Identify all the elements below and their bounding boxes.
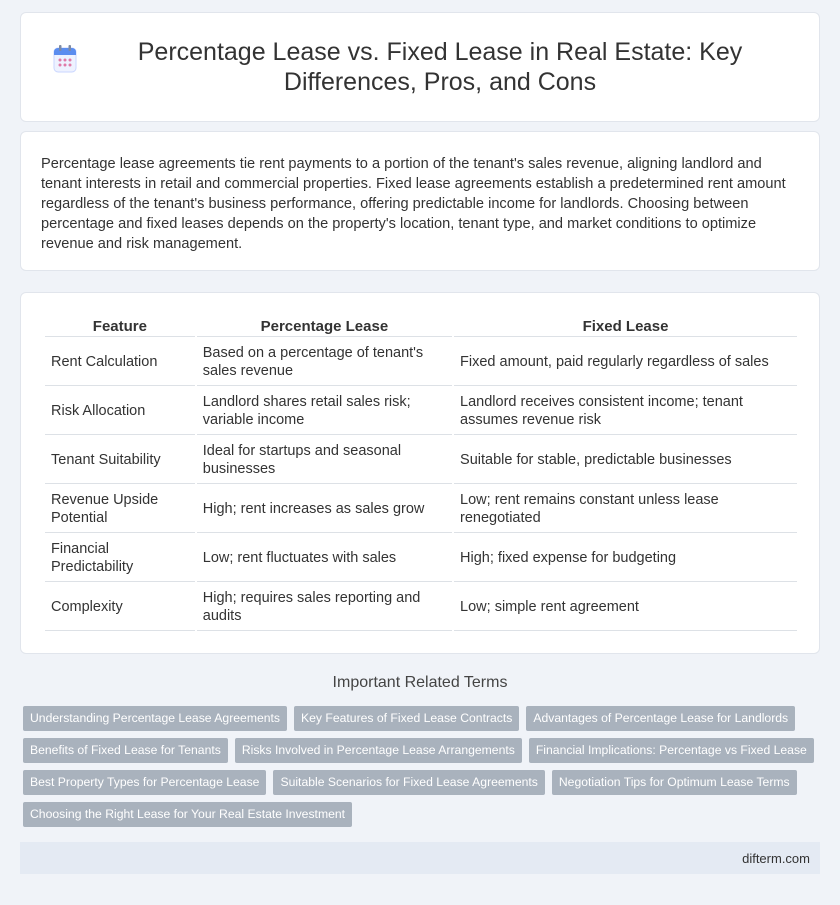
feature-cell: Financial Predictability xyxy=(45,535,195,582)
feature-cell: Rent Calculation xyxy=(45,339,195,386)
table-row xyxy=(45,388,797,435)
related-term-tag[interactable]: Understanding Percentage Lease Agreements xyxy=(23,706,287,731)
related-term-tag[interactable]: Advantages of Percentage Lease for Landlords xyxy=(526,706,795,731)
comparison-table-card xyxy=(20,292,820,654)
fixed-lease-cell: Low; rent remains constant unless lease renegotiated xyxy=(454,486,797,533)
related-term-tag[interactable]: Key Features of Fixed Lease Contracts xyxy=(294,706,519,731)
page-title: Percentage Lease vs. Fixed Lease in Real Estate: Key Differences, Pros, and Cons xyxy=(137,38,743,96)
feature-cell: Complexity xyxy=(45,584,195,631)
related-term-tag[interactable]: Benefits of Fixed Lease for Tenants xyxy=(23,738,228,763)
percentage-lease-cell: High; rent increases as sales grow xyxy=(197,486,452,533)
column-header-feature: Feature xyxy=(45,315,195,337)
comparison-table xyxy=(43,313,799,633)
table-row xyxy=(45,584,797,631)
table-row xyxy=(45,339,797,386)
percentage-lease-cell: Landlord shares retail sales risk; variable income xyxy=(197,388,452,435)
related-term-tag[interactable]: Best Property Types for Percentage Lease xyxy=(23,770,266,795)
percentage-lease-cell: High; requires sales reporting and audits xyxy=(197,584,452,631)
column-header-fixed-lease: Fixed Lease xyxy=(454,315,797,337)
percentage-lease-cell: Ideal for startups and seasonal businesses xyxy=(197,437,452,484)
table-row xyxy=(45,437,797,484)
table-row xyxy=(45,486,797,533)
related-term-tag[interactable]: Risks Involved in Percentage Lease Arrangements xyxy=(235,738,522,763)
related-term-tag[interactable]: Financial Implications: Percentage vs Fixed Lease xyxy=(529,738,814,763)
column-header-percentage-lease: Percentage Lease xyxy=(197,315,452,337)
fixed-lease-cell: Landlord receives consistent income; tenant assumes revenue risk xyxy=(454,388,797,435)
percentage-lease-cell: Based on a percentage of tenant's sales revenue xyxy=(197,339,452,386)
fixed-lease-cell: High; fixed expense for budgeting xyxy=(454,535,797,582)
fixed-lease-cell: Fixed amount, paid regularly regardless of sales xyxy=(454,339,797,386)
feature-cell: Revenue Upside Potential xyxy=(45,486,195,533)
footer xyxy=(20,842,820,874)
fixed-lease-cell: Low; simple rent agreement xyxy=(454,584,797,631)
intro-card xyxy=(20,131,820,271)
related-terms-list xyxy=(23,706,823,834)
related-term-tag[interactable]: Negotiation Tips for Optimum Lease Terms xyxy=(552,770,797,795)
related-term-tag[interactable]: Choosing the Right Lease for Your Real Estate Investment xyxy=(23,802,352,827)
feature-cell: Tenant Suitability xyxy=(45,437,195,484)
header-card xyxy=(20,12,820,122)
table-row xyxy=(45,535,797,582)
related-term-tag[interactable]: Suitable Scenarios for Fixed Lease Agreements xyxy=(273,770,544,795)
table-header-row xyxy=(45,315,797,337)
fixed-lease-cell: Suitable for stable, predictable businesses xyxy=(454,437,797,484)
footer-site-link[interactable]: difterm.com xyxy=(742,850,810,866)
intro-paragraph: Percentage lease agreements tie rent payments to a portion of the tenant's sales revenue, aligning landlord and tenant interests in retail and commercial properties. Fixed lease agreements establish a predetermined rent amount regardless of the tenant's business performance, offering predictable income for landlords. Choosing between percentage and fixed leases depends on the property's location, tenant type, and market conditions to optimize revenue and risk management. xyxy=(41,156,786,252)
percentage-lease-cell: Low; rent fluctuates with sales xyxy=(197,535,452,582)
feature-cell: Risk Allocation xyxy=(45,388,195,435)
related-terms-title: Important Related Terms xyxy=(332,674,508,691)
